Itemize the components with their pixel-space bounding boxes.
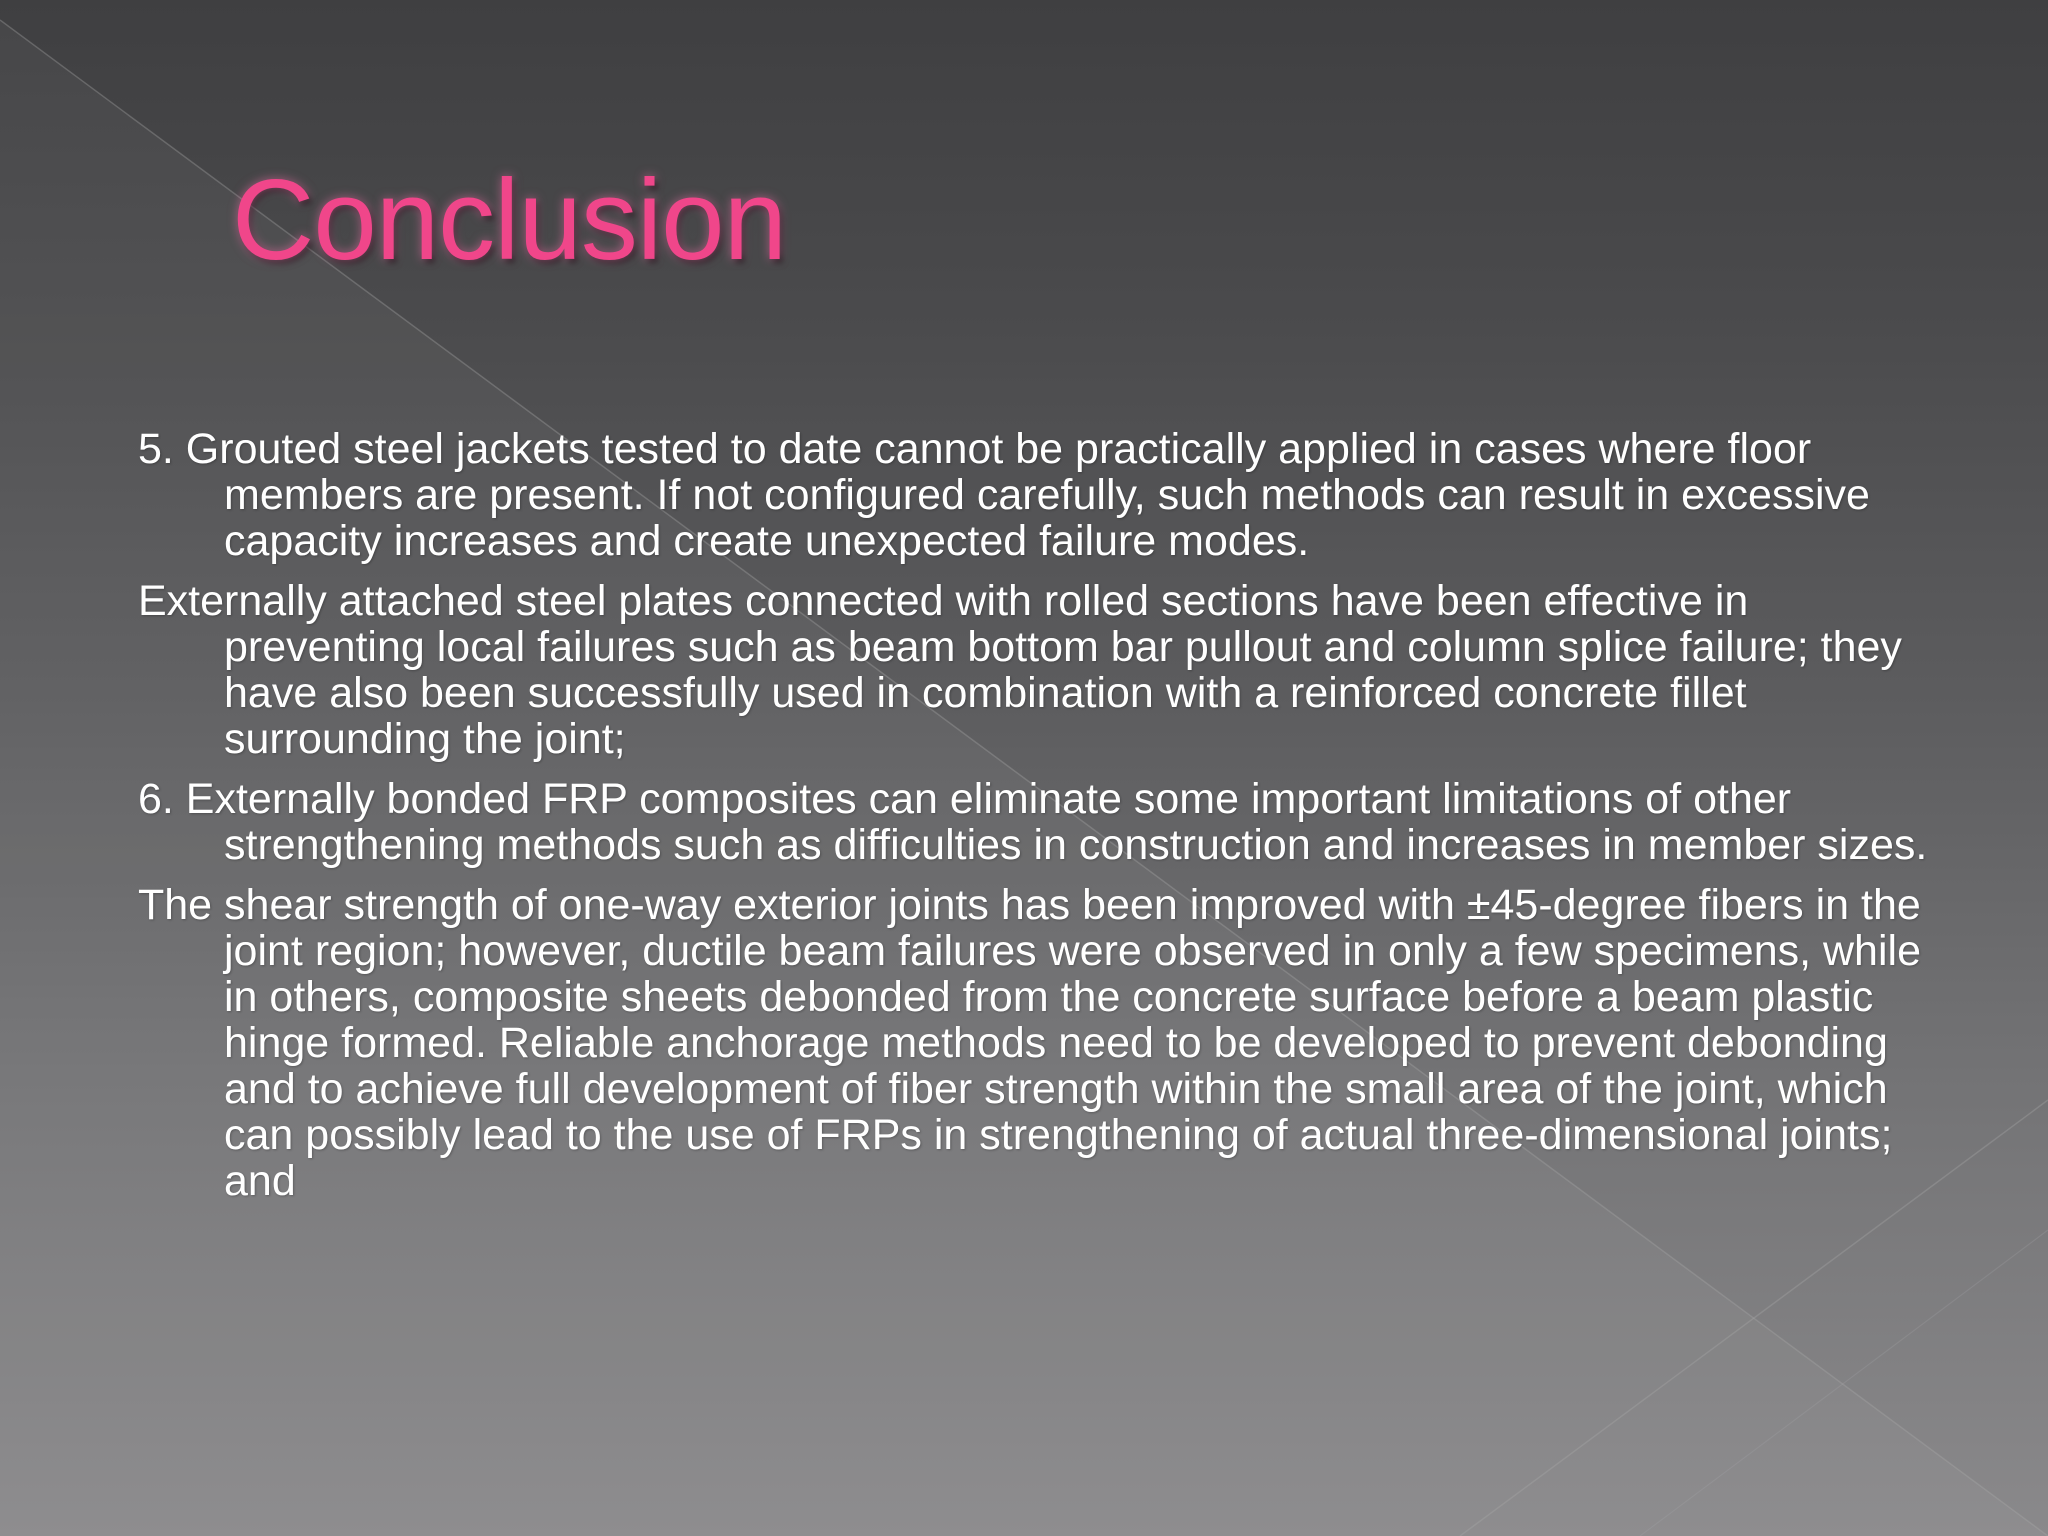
conclusion-paragraph: Externally attached steel plates connected with rolled sections have been effective in preventing local failures such as beam bottom bar pullout and column splice failure; they have also been successfully used in combination with a reinforced concrete fillet surrounding the joint; bbox=[138, 577, 1902, 763]
conclusion-paragraph: 5. Grouted steel jackets tested to date cannot be practically applied in cases where floor members are present. If not configured carefully, such methods can result in excessive capacity increases and create unexpected failure modes. bbox=[138, 425, 1870, 565]
slide-body bbox=[138, 426, 1938, 1218]
conclusion-paragraph: 6. Externally bonded FRP composites can eliminate some important limitations of other strengthening methods such as difficulties in construction and increases in member sizes. bbox=[138, 775, 1928, 869]
slide-title: Conclusion bbox=[232, 157, 786, 284]
conclusion-paragraph: The shear strength of one-way exterior joints has been improved with ±45-degree fibers in the joint region; however, ductile beam failures were observed in only a few specimens, while in others, composite sheets debonded from the concrete surface before a beam plastic hinge formed. Reliable anchorage methods need to be developed to prevent debonding and to achieve full development of fiber strength within the small area of the joint, which can possibly lead to the use of FRPs in strengthening of actual three-dimensional joints; and bbox=[138, 881, 1921, 1205]
